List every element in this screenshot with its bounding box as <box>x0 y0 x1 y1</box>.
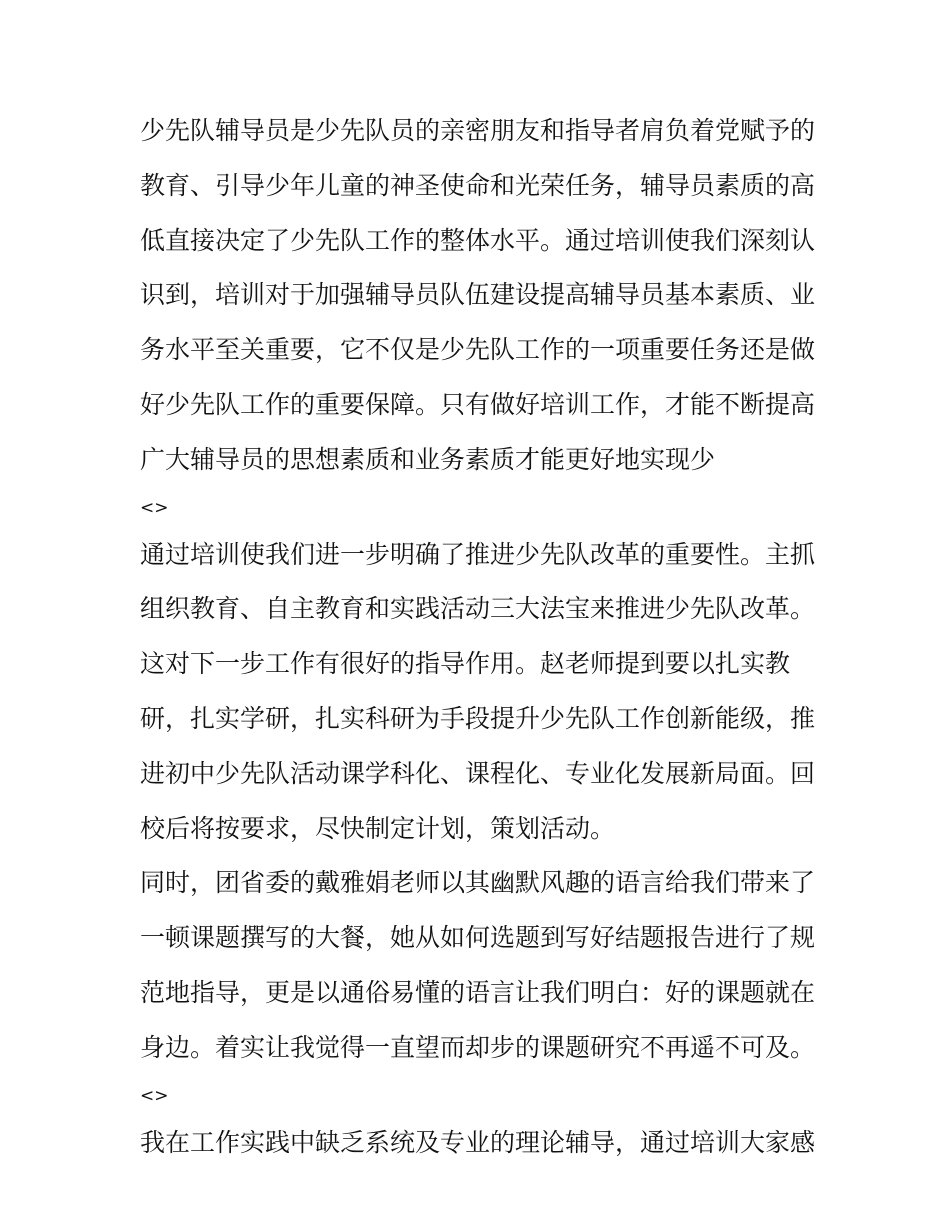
section-separator: <> <box>140 1085 169 1106</box>
paragraph-1 <box>140 104 820 488</box>
text-line: 身边。着实让我觉得一直望而却步的课题研究不再遥不可及。 <box>140 1032 816 1062</box>
text-line: 通过培训使我们进一步明确了推进少先队改革的重要性。主抓 <box>140 539 816 569</box>
text-line: 少先队辅导员是少先队员的亲密朋友和指导者肩负着党赋予的 <box>140 116 816 145</box>
text-line: 好少先队工作的重要保障。只有做好培训工作，才能不断提高 <box>140 389 816 419</box>
paragraph-2 <box>140 528 820 857</box>
paragraph-3 <box>140 856 820 1075</box>
text-line: 组织教育、自主教育和实践活动三大法宝来推进少先队改革。 <box>140 594 816 624</box>
text-line: 广大辅导员的思想素质和业务素质才能更好地实现少 <box>140 444 716 474</box>
text-line: 校后将按要求，尽快制定计划，策划活动。 <box>140 813 616 843</box>
text-line: 务水平至关重要，它不仅是少先队工作的一项重要任务还是做 <box>140 335 816 365</box>
text-line: 一顿课题撰写的大餐，她从如何选题到写好结题报告进行了规 <box>140 923 816 953</box>
text-line: 研，扎实学研，扎实科研为手段提升少先队工作创新能级，推 <box>140 703 816 733</box>
section-separator: <> <box>140 497 169 518</box>
text-line: 同时，团省委的戴雅娟老师以其幽默风趣的语言给我们带来了 <box>140 868 816 898</box>
text-line: 识到，培训对于加强辅导员队伍建设提高辅导员基本素质、业 <box>140 280 816 310</box>
document-body <box>140 104 820 1170</box>
text-line: 教育、引导少年儿童的神圣使命和光荣任务，辅导员素质的高 <box>140 170 816 200</box>
paragraph-4 <box>140 1116 820 1171</box>
text-line: 进初中少先队活动课学科化、课程化、专业化发展新局面。回 <box>140 758 816 788</box>
text-line: 范地指导，更是以通俗易懂的语言让我们明白：好的课题就在 <box>140 977 816 1007</box>
text-line: 我在工作实践中缺乏系统及专业的理论辅导，通过培训大家感 <box>140 1127 816 1157</box>
text-line: 这对下一步工作有很好的指导作用。赵老师提到要以扎实教 <box>140 649 791 679</box>
text-line: 低直接决定了少先队工作的整体水平。通过培训使我们深刻认 <box>140 225 816 255</box>
